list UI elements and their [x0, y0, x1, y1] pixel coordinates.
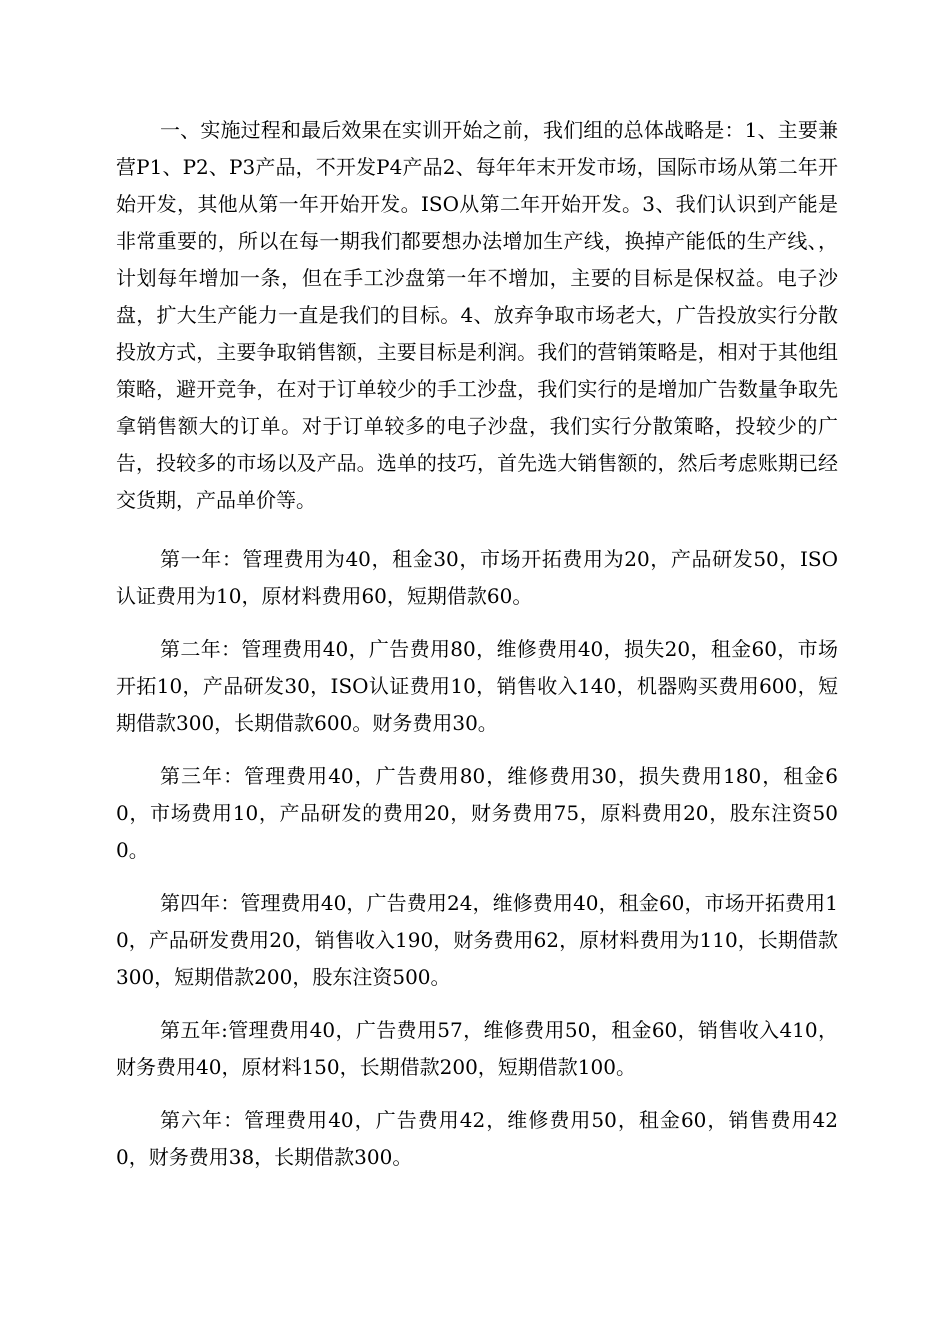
year-5-paragraph: 第五年:管理费用40，广告费用57，维修费用50，租金60，销售收入410，财务费用40，原材料150，长期借款200，短期借款100。	[116, 1018, 838, 1079]
strategy-paragraph: 一、实施过程和最后效果在实训开始之前，我们组的总体战略是：1、主要兼营P1、P2、P3产品，不开发P4产品2、每年年末开发市场，国际市场从第二年开始开发，其他从第一年开始开发。ISO从第二年开始开发。3、我们认识到产能是非常重要的，所以在每一期我们都要想办法增加生产线，换掉产能低的生产线、，计划每年增加一条，但在手工沙盘第一年不增加，主要的目标是保权益。电子沙盘，扩大生产能力一直是我们的目标。4、放弃争取市场老大，广告投放实行分散投放方式，主要争取销售额，主要目标是利润。我们的营销策略是，相对于其他组策略，避开竞争，在对于订单较少的手工沙盘，我们实行的是增加广告数量争取先拿销售额大的订单。对于订单较多的电子沙盘，我们实行分散策略，投较少的广告，投较多的市场以及产品。选单的技巧，首先选大销售额的，然后考虑账期已经交货期，产品单价等。	[116, 118, 838, 512]
year-3-paragraph: 第三年：管理费用40，广告费用80，维修费用30，损失费用180，租金60，市场费用10，产品研发的费用20，财务费用75，原料费用20，股东注资500。	[116, 764, 838, 862]
year-6-paragraph: 第六年：管理费用40，广告费用42，维修费用50，租金60，销售费用420，财务费用38，长期借款300。	[116, 1108, 838, 1169]
document-body	[116, 112, 838, 1192]
year-2-paragraph: 第二年：管理费用40，广告费用80，维修费用40，损失20，租金60，市场开拓10，产品研发30，ISO认证费用10，销售收入140，机器购买费用600，短期借款300，长期借款600。财务费用30。	[116, 637, 838, 735]
year-1-paragraph: 第一年：管理费用为40，租金30，市场开拓费用为20，产品研发50，ISO认证费用为10，原材料费用60，短期借款60。	[116, 547, 838, 608]
year-4-paragraph: 第四年：管理费用40，广告费用24，维修费用40，租金60，市场开拓费用10，产品研发费用20，销售收入190，财务费用62，原材料费用为110，长期借款300，短期借款200，股东注资500。	[116, 891, 838, 989]
